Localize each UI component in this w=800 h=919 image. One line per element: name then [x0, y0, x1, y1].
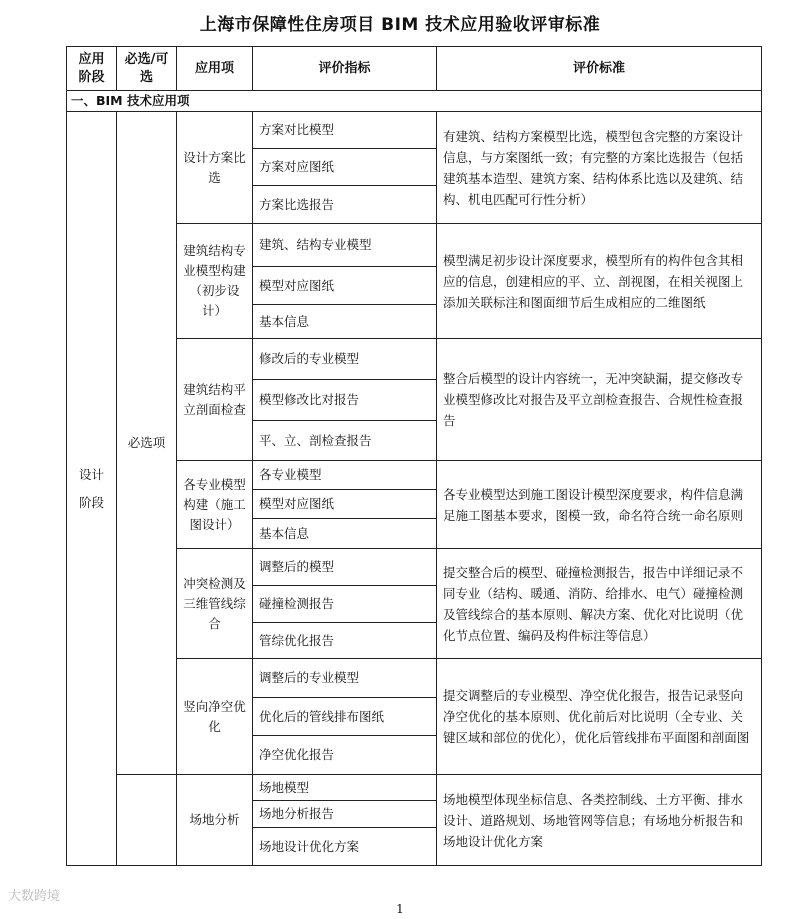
indicator-cell: 修改后的专业模型 [253, 339, 437, 380]
page-number: 1 [396, 902, 404, 916]
standard-cell: 整合后模型的设计内容统一，无冲突缺漏，提交修改专业模型修改比对报告及平立剖检查报告、合规性检查报告 [437, 339, 762, 461]
standard-cell: 提交整合后的模型、碰撞检测报告，报告中详细记录不同专业（结构、暖通、消防、给排水、电气）碰撞检测及管线综合的基本原则、解决方案、优化对比说明（优化节点位置、编码及构件标注等信息） [437, 549, 762, 659]
indicator-cell: 模型对应图纸 [253, 267, 437, 305]
header-item: 应用项 [177, 47, 253, 91]
indicator-cell: 方案比选报告 [253, 186, 437, 224]
indicator-cell: 各专业模型 [253, 461, 437, 490]
section-title: 一、BIM 技术应用项 [67, 91, 762, 112]
standard-cell: 模型满足初步设计深度要求，模型所有的构件包含其相应的信息，创建相应的平、立、剖视图，在相关视图上添加关联标注和图面细节后生成相应的二维图纸 [437, 224, 762, 339]
indicator-cell: 优化后的管线排布图纸 [253, 698, 437, 736]
indicator-cell: 碰撞检测报告 [253, 586, 437, 623]
application-item: 竖向净空优化 [177, 659, 253, 775]
indicator-cell: 调整后的模型 [253, 549, 437, 586]
application-item: 建筑结构平立剖面检查 [177, 339, 253, 461]
application-item: 建筑结构专业模型构建（初步设计） [177, 224, 253, 339]
table-row [67, 775, 762, 801]
header-indicator: 评价指标 [253, 47, 437, 91]
indicator-cell: 基本信息 [253, 305, 437, 339]
header-standard: 评价标准 [437, 47, 762, 91]
section-row [67, 91, 762, 112]
indicator-cell: 管综优化报告 [253, 623, 437, 659]
indicator-cell: 方案对比模型 [253, 112, 437, 149]
standard-cell: 各专业模型达到施工图设计模型深度要求，构件信息满足施工图基本要求，图模一致，命名符合统一命名原则 [437, 461, 762, 549]
required-cell-empty [117, 775, 177, 866]
application-item: 各专业模型构建（施工图设计） [177, 461, 253, 549]
standard-cell: 有建筑、结构方案模型比选，模型包含完整的方案设计信息，与方案图纸一致；有完整的方案比选报告（包括建筑基本造型、建筑方案、结构体系比选以及建筑、结构、机电匹配可行性分析） [437, 112, 762, 224]
indicator-cell: 场地分析报告 [253, 801, 437, 828]
indicator-cell: 调整后的专业模型 [253, 659, 437, 698]
application-item: 设计方案比选 [177, 112, 253, 224]
indicator-cell: 场地设计优化方案 [253, 828, 437, 866]
indicator-cell: 方案对应图纸 [253, 149, 437, 186]
document-title: 上海市保障性住房项目 BIM 技术应用验收评审标准 [199, 15, 601, 35]
indicator-cell: 模型修改比对报告 [253, 380, 437, 421]
header-required: 必选/可选 [117, 47, 177, 91]
watermark-logo: 大数跨境 [8, 889, 61, 904]
evaluation-table [66, 46, 762, 866]
table-row [67, 112, 762, 149]
indicator-cell: 模型对应图纸 [253, 490, 437, 519]
header-row [67, 47, 762, 91]
application-item: 冲突检测及三维管线综合 [177, 549, 253, 659]
indicator-cell: 平、立、剖检查报告 [253, 421, 437, 461]
application-item: 场地分析 [177, 775, 253, 866]
indicator-cell: 基本信息 [253, 519, 437, 549]
stage-cell: 设计阶段 [67, 112, 117, 866]
header-stage: 应用阶段 [67, 47, 117, 91]
indicator-cell: 建筑、结构专业模型 [253, 224, 437, 267]
standard-cell: 场地模型体现坐标信息、各类控制线、土方平衡、排水设计、道路规划、场地管网等信息；有场地分析报告和场地设计优化方案 [437, 775, 762, 866]
required-cell: 必选项 [117, 112, 177, 775]
standard-cell: 提交调整后的专业模型、净空优化报告，报告记录竖向净空优化的基本原则、优化前后对比说明（全专业、关键区域和部位的优化），优化后管线排布平面图和剖面图 [437, 659, 762, 775]
indicator-cell: 场地模型 [253, 775, 437, 801]
indicator-cell: 净空优化报告 [253, 736, 437, 775]
